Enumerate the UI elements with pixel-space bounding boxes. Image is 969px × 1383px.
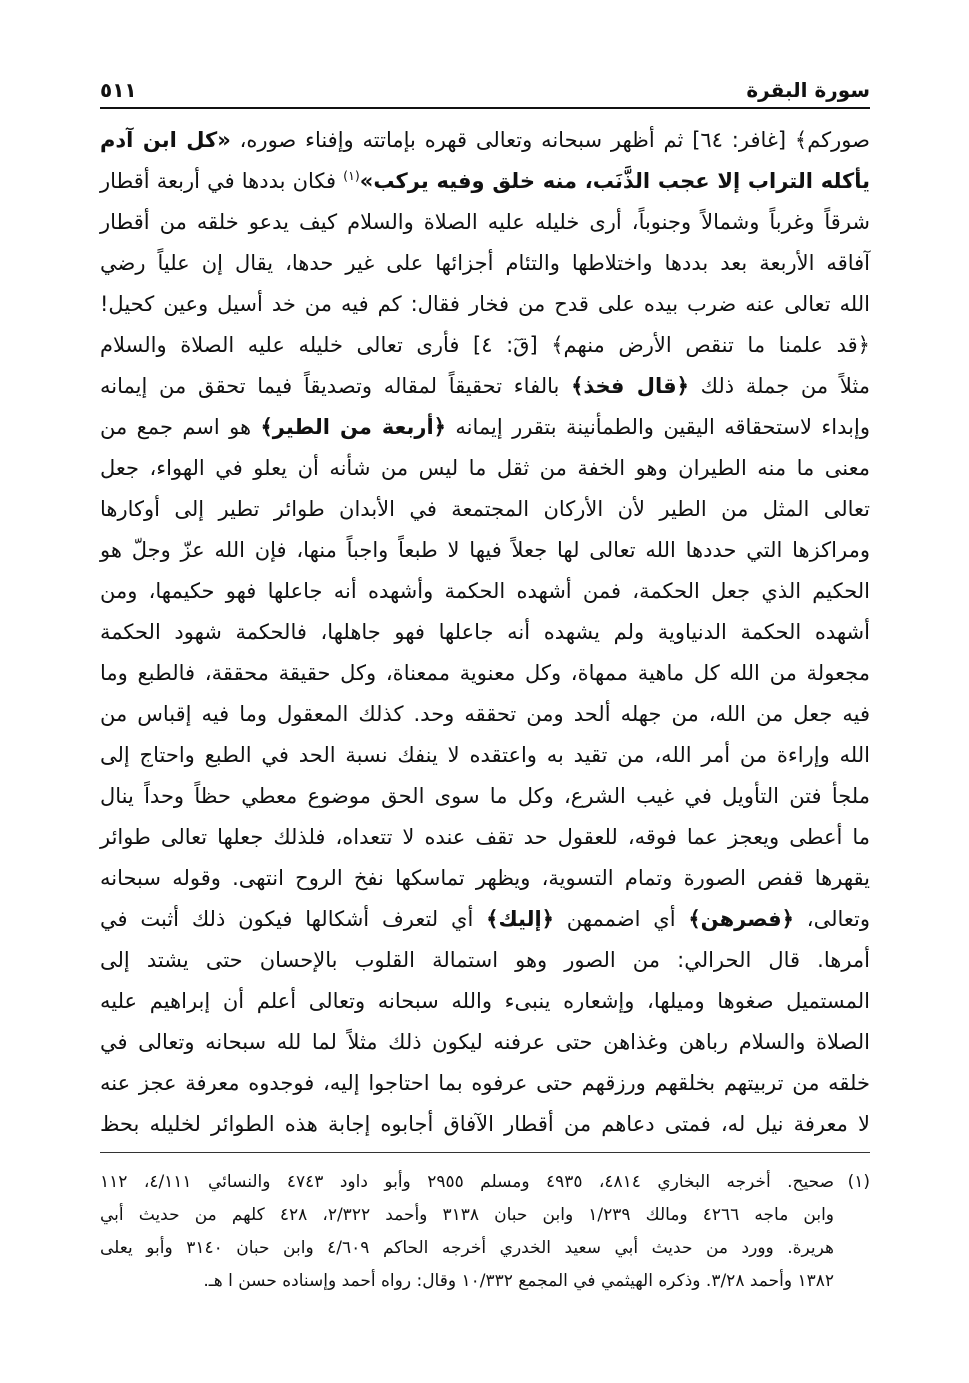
text-run: تعالى المثل من الطير لأن الأركان المجتمعة في الأبدان طوائر تطير إلى أوكارها xyxy=(100,497,870,521)
body-line xyxy=(100,1063,870,1104)
text-run: الله وإراءة من أمر الله، من تقيد به واعتقده لا ينفك نسبة الحد في الطبع واحتاج إلى xyxy=(100,743,870,767)
text-run: أي لتعرف أشكالها فيكون ذلك أثبت في xyxy=(100,907,487,931)
text-run: فكان بددها في أربعة أقطار xyxy=(100,169,344,193)
footnote-reference: (١) xyxy=(343,168,360,183)
footnote-line: وابن ماجه ٤٢٦٦ ومالك ١/٢٣٩ وابن حبان ٣١٣٨ وأحمد ٢/٣٢٢، ٤٢٨ كلهم من حديث أبي xyxy=(100,1205,835,1225)
body-line xyxy=(100,530,870,571)
text-run: ﴿قد علمنا ما تنقص الأرض منهم﴾ [قٓ: ٤] فأرى تعالى خليله عليه الصلاة والسلام xyxy=(100,333,870,357)
body-line xyxy=(100,612,870,653)
body-line xyxy=(100,735,870,776)
body-line xyxy=(100,161,870,202)
body-line xyxy=(100,489,870,530)
footnote-marker: (١) xyxy=(847,1172,870,1192)
text-run: ومراكزها التي حددها الله تعالى لها جعلاً فيها لا طبعاً واجباً منها، فإن الله عزّ وجلّ هو xyxy=(100,538,870,562)
emphasis-run: ﴿أربعة من الطير﴾ xyxy=(260,415,446,439)
emphasis-run: ﴿قال فخذ﴾ xyxy=(571,374,689,398)
body-line xyxy=(100,1022,870,1063)
body-line xyxy=(100,858,870,899)
body-line xyxy=(100,776,870,817)
text-run: الله تعالى عنه ضرب بيده على قدح من فخار فقال: كم فيه من خد أسيل وعين كحيل! xyxy=(100,292,870,316)
emphasis-run: «كل ابن آدم xyxy=(100,128,231,152)
text-run: معنى ما منه الطيران وهو الخفة من ثقل ما ليس من شأنه أن يعلو في الهواء، جعل xyxy=(100,456,870,480)
footnotes xyxy=(100,1166,870,1298)
text-run: وتعالى، xyxy=(793,907,870,931)
surah-title: سورة البقرة xyxy=(746,78,870,102)
body-line xyxy=(100,366,870,407)
body-line xyxy=(100,325,870,366)
text-run: لا معرفة نيل له، فمتى دعاهم من أقطار الآفاق أجابوه إجابة هذه الطوائر لخليله بحظ xyxy=(100,1112,870,1136)
text-run: الصلاة والسلام رباهن وغذاهن حتى عرفنه ليكون ذلك مثلاً لما لله سبحانه وتعالى في xyxy=(100,1030,870,1054)
text-run: مثلاً من جملة ذلك xyxy=(688,374,870,398)
body-line xyxy=(100,1104,870,1145)
text-run: ملجأ فتن التأويل في غيب الشرع، وكل ما سوى الحق موضوع معطي حظاً وحداً ينال xyxy=(100,784,870,808)
text-run: يقهرها قفص الصورة وتمام التسوية، ويظهر تماسكها نفخ الروح انتهى. وقوله سبحانه xyxy=(100,866,870,890)
footnote-line: صحيح. أخرجه البخاري ٤٨١٤، ٤٩٣٥ ومسلم ٢٩٥٥ وأبو داود ٤٧٤٣ والنسائي ٤/١١١، ١١٢ xyxy=(100,1172,835,1192)
body-text xyxy=(100,120,870,1145)
body-line xyxy=(100,981,870,1022)
text-run: صوركم﴾ [غافر: ٦٤] ثم أظهر سبحانه وتعالى قهره بإماتته وإفناء صوره، xyxy=(230,128,870,152)
text-run: ما أعطى ويعجز عما فوقه، للعقول حد تقف عنده لا تتعداه، فلذلك جعلها تعالى طوائر xyxy=(100,825,870,849)
body-line xyxy=(100,407,870,448)
body-line xyxy=(100,202,870,243)
body-line xyxy=(100,243,870,284)
page-header xyxy=(100,74,870,106)
page-number: ٥١١ xyxy=(100,78,137,102)
footnote-line: هريرة. وورد من حديث أبي سعيد الخدري أخرجه الحاكم ٤/٦٠٩ وابن حبان ٣١٤٠ وأبو يعلى xyxy=(100,1238,835,1258)
text-run: وإبداء لاستحقاقه اليقين والطمأنينة بتقرر إيمانه xyxy=(445,415,870,439)
emphasis-run: يأكله التراب إلا عجب الذَّنَب، منه خلق وفيه يركب» xyxy=(359,169,870,193)
text-run: هو اسم جمع من xyxy=(100,415,261,439)
footnote-divider xyxy=(100,1152,870,1153)
emphasis-run: ﴿إليك﴾ xyxy=(486,907,554,931)
body-line xyxy=(100,940,870,981)
text-run: الحكيم الذي جعل الحكمة، فمن أشهده الحكمة وأشهده أنه جاعلها فهو حكيمها، ومن xyxy=(100,579,870,603)
text-run: أشهده الحكمة الدنياوية ولم يشهده أنه جاعلها فهو جاهلها، فالحكمة شهود الحكمة xyxy=(100,620,870,644)
body-line xyxy=(100,448,870,489)
body-line xyxy=(100,120,870,161)
footnote-line: ١٣٨٢ وأحمد ٣/٢٨. وذكره الهيثمي في المجمع ١٠/٣٣٢ وقال: رواه أحمد وإسناده حسن ا هـ. xyxy=(203,1271,834,1291)
footnote xyxy=(100,1166,870,1298)
text-run: شرقاً وغرباً وشمالاً وجنوباً، أرى خليله عليه الصلاة والسلام كيف يدعو خلقه من أقطار xyxy=(100,210,870,234)
text-run: أي اضممهن xyxy=(553,907,689,931)
body-line xyxy=(100,571,870,612)
text-run: المستميل صغوها وميلها، وإشعاره ينبىء والله سبحانه وتعالى أعلم أن إبراهيم عليه xyxy=(100,989,870,1013)
body-line xyxy=(100,817,870,858)
emphasis-run: ﴿فصرهن﴾ xyxy=(688,907,794,931)
text-run: فيه جعل من الله، من جهله ألحد ومن تحققه وحد. كذلك المعقول وما فيه إقباس من xyxy=(100,702,870,726)
body-line xyxy=(100,284,870,325)
text-run: آفاقه الأربعة بعد بددها واختلاطها والتئام أجزائها على غير حدها، يقال إن علياً رضي xyxy=(100,251,870,275)
text-run: أمرها. قال الحرالي: من الصور وهو استمالة القلوب بالإحسان حتى يشتد إلى xyxy=(100,948,870,972)
body-line xyxy=(100,653,870,694)
header-divider xyxy=(100,107,870,109)
text-run: مجعولة من الله كل ماهية ممهاة، وكل معنوية ممعناة، وكل حقيقة محققة، فالطبع وما xyxy=(100,661,870,685)
text-run: بالفاء تحقيقاً لمقاله وتصديقاً فيما تحقق من إيمانه xyxy=(100,374,572,398)
body-line xyxy=(100,694,870,735)
body-line xyxy=(100,899,870,940)
text-run: خلقه من تربيتهم بخلقهم ورزقهم حتى عرفوه بما احتاجوا إليه، فوجدوه معرفة عجز عنه xyxy=(100,1071,870,1095)
